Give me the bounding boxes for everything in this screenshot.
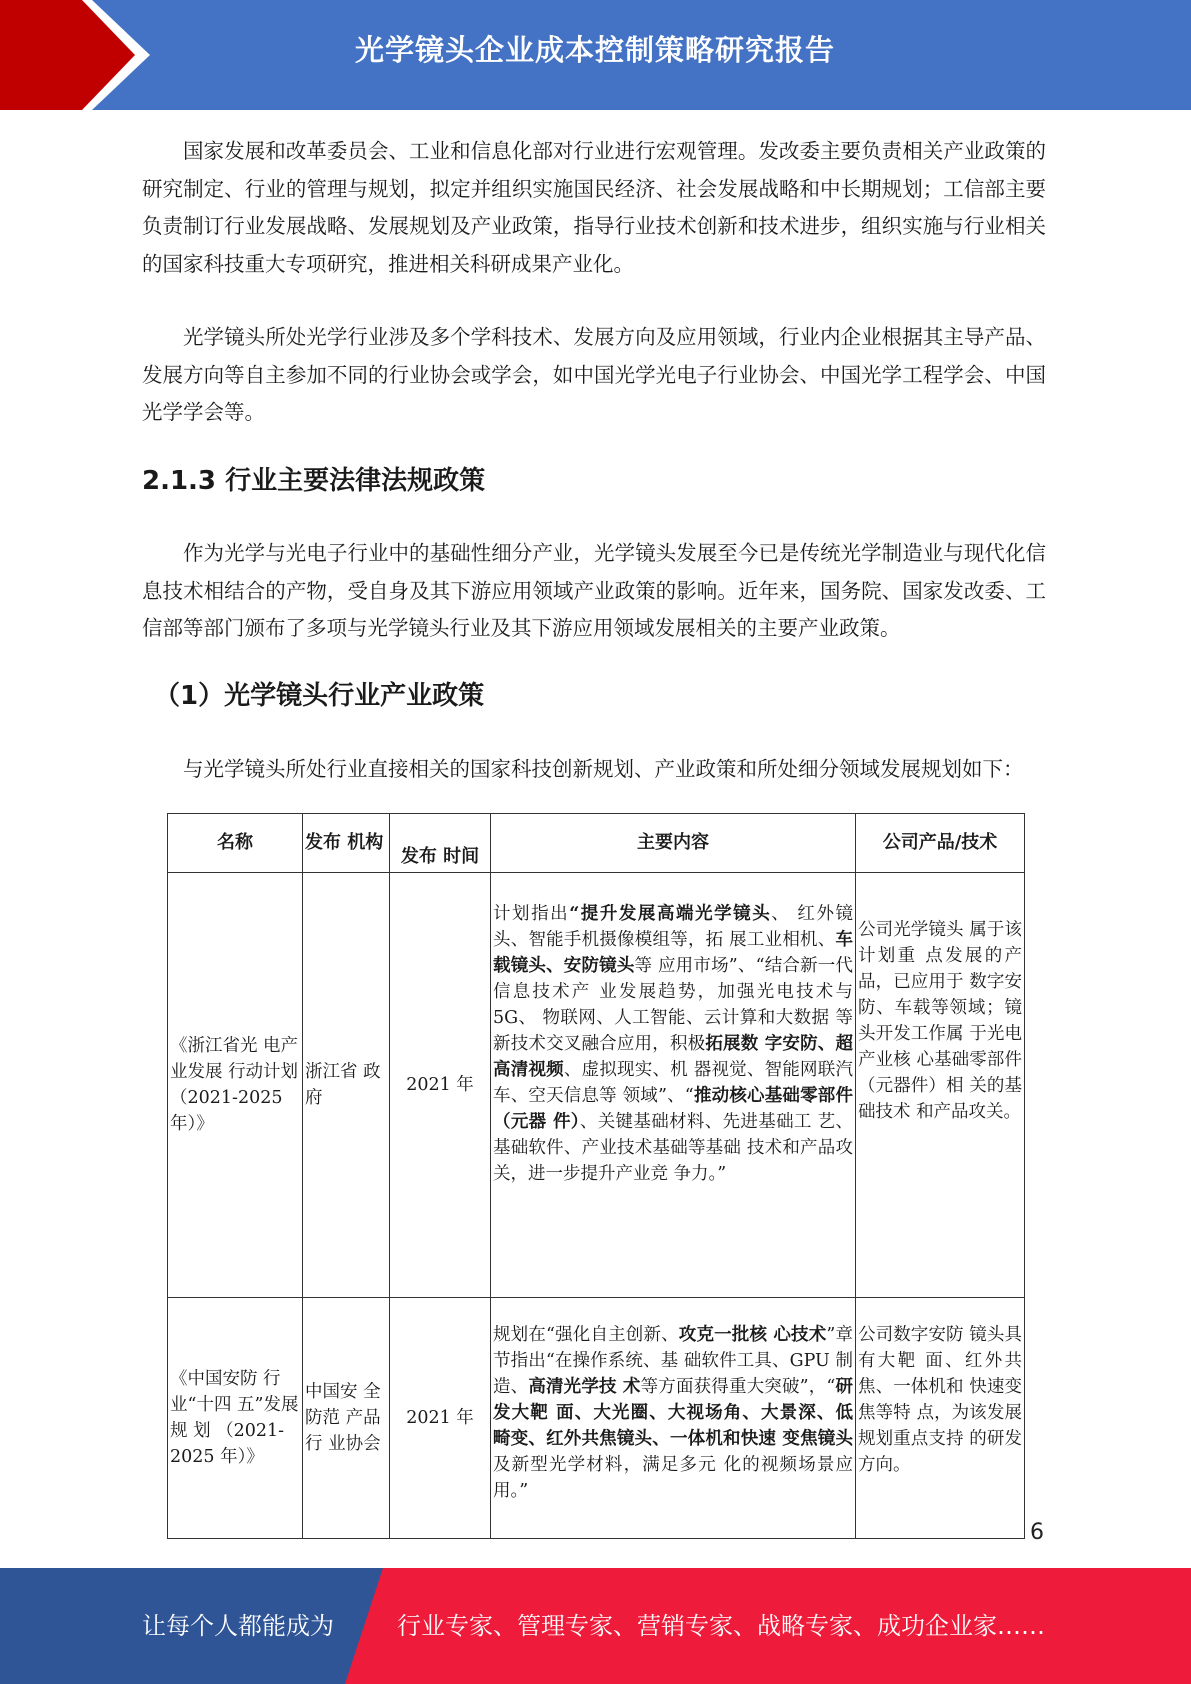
cell-policy-name: 《中国安防 行业“十四 五”发展规 划 （2021- 2025 年）》 (168, 1298, 303, 1539)
table-row (168, 1298, 1025, 1539)
cell-main-content (491, 1298, 856, 1539)
text-segment: ”章节指出“在操作系统、基 础软件工具、GPU 制造、 (493, 1325, 853, 1397)
column-header-name: 名称 (168, 814, 303, 873)
section-heading-laws-policies: 2.1.3 行业主要法律法规政策 (142, 466, 486, 496)
page-number: 6 (1030, 1520, 1044, 1545)
column-header-org: 发布 机构 (303, 814, 390, 873)
cell-issuing-org: 中国安 全防范 产品行 业协会 (303, 1298, 390, 1539)
footer-slogan-left: 让每个人都能成为 (142, 1612, 334, 1640)
table-row (168, 873, 1025, 1298)
cell-issue-time: 2021 年 (390, 1298, 491, 1539)
page-header (0, 0, 1191, 110)
paragraph-table-intro: 与光学镜头所处行业直接相关的国家科技创新规划、产业政策和所处细分领域发展规划如下： (183, 757, 1024, 781)
policy-table (167, 813, 1025, 1539)
footer-slogan-right: 行业专家、管理专家、营销专家、战略专家、成功企业家…… (397, 1612, 1045, 1640)
header-red-chevron-icon (0, 0, 150, 110)
column-header-content: 主要内容 (491, 814, 856, 873)
column-header-time: 发布 时间 (390, 814, 491, 873)
cell-main-content (491, 873, 856, 1298)
bold-text-segment: 推动核心基础零部件（元器 件） (493, 1086, 853, 1132)
cell-issuing-org: 浙江省 政府 (303, 873, 390, 1298)
bold-text-segment: “提升发展高端光学镜头 (569, 904, 772, 924)
text-segment: 、 红外镜头、智能手机摄像模组等，拓 展工业相机、 (493, 904, 854, 950)
subsection-heading-industry-policy: （1）光学镜头行业产业政策 (154, 681, 485, 711)
text-segment: 等 应用市场”、“结合新一代信息技术产 业发展趋势，加强光电技术与 5G、 物联网、人工智能、云计算和大数据 等新技术交叉融合应用，积极 (493, 956, 853, 1054)
page-footer (0, 1568, 1191, 1684)
paragraph-macro-management: 国家发展和改革委员会、工业和信息化部对行业进行宏观管理。发改委主要负责相关产业政策的研究制定、行业的管理与规划，拟定并组织实施国民经济、社会发展战略和中长期规划；工信部主要负责制订行业发展战略、发展规划及产业政策，指导行业技术创新和技术进步，组织实施与行业相关的国家科技重大专项研究，推进相关科研成果产业化。 (142, 139, 1046, 276)
cell-company-product: 公司数字安防 镜头具有大靶 面、红外共 焦、一体机和 快速变焦等特 点，为该发展 规划重点支持 的研发方向。 (856, 1298, 1025, 1539)
bold-text-segment: 车载镜头、安防镜头 (493, 930, 853, 976)
cell-issue-time: 2021 年 (390, 873, 491, 1298)
bold-text-segment: 研发大靶 面、大光圈、大视场角、大景深、低 畸变、红外共焦镜头、一体机和快速 变焦镜头 (493, 1377, 854, 1449)
text-segment: 、关键基础材料、先进基础工 艺、基础软件、产业技术基础等基础 技术和产品攻关，进一步提升产业竞 争力。” (493, 1112, 854, 1184)
text-segment: 等方面获得重大突破”，“ (640, 1377, 836, 1397)
text-segment: 规划在“强化自主创新、 (493, 1325, 679, 1345)
bold-text-segment: 拓展数 字安防、超高清视频 (493, 1034, 853, 1080)
column-header-product: 公司产品/技术 (856, 814, 1025, 873)
paragraph-policy-background: 作为光学与光电子行业中的基础性细分产业，光学镜头发展至今已是传统光学制造业与现代化信息技术相结合的产物，受自身及其下游应用领域产业政策的影响。近年来，国务院、国家发改委、工信部等部门颁布了多项与光学镜头行业及其下游应用领域发展相关的主要产业政策。 (142, 541, 1046, 640)
bold-text-segment: 攻克一批核 心技术 (678, 1325, 827, 1345)
table-header-row (168, 814, 1025, 873)
paragraph-industry-associations: 光学镜头所处光学行业涉及多个学科技术、发展方向及应用领域，行业内企业根据其主导产品、发展方向等自主参加不同的行业协会或学会，如中国光学光电子行业协会、中国光学工程学会、中国光学学会等。 (142, 325, 1046, 424)
cell-company-product: 公司光学镜头 属于该计划重 点发展的产 品，已应用于 数字安防、车载等领域；镜 头开发工作属 于光电产业核 心基础零部件 （元器件）相 关的基础技术 和产品攻关。 (856, 873, 1025, 1298)
cell-policy-name: 《浙江省光 电产业发展 行动计划 （2021-2025 年）》 (168, 873, 303, 1298)
bold-text-segment: 高清光学技 术 (528, 1377, 641, 1397)
text-segment: 、虚拟现实、机 器视觉、智能网联汽车、空天信息等 领域”、“ (493, 1060, 854, 1106)
report-title: 光学镜头企业成本控制策略研究报告 (355, 33, 836, 67)
text-segment: 及新型光学材料，满足多元 化的视频场景应用。” (493, 1455, 853, 1501)
text-segment: 计划指出 (493, 904, 570, 924)
